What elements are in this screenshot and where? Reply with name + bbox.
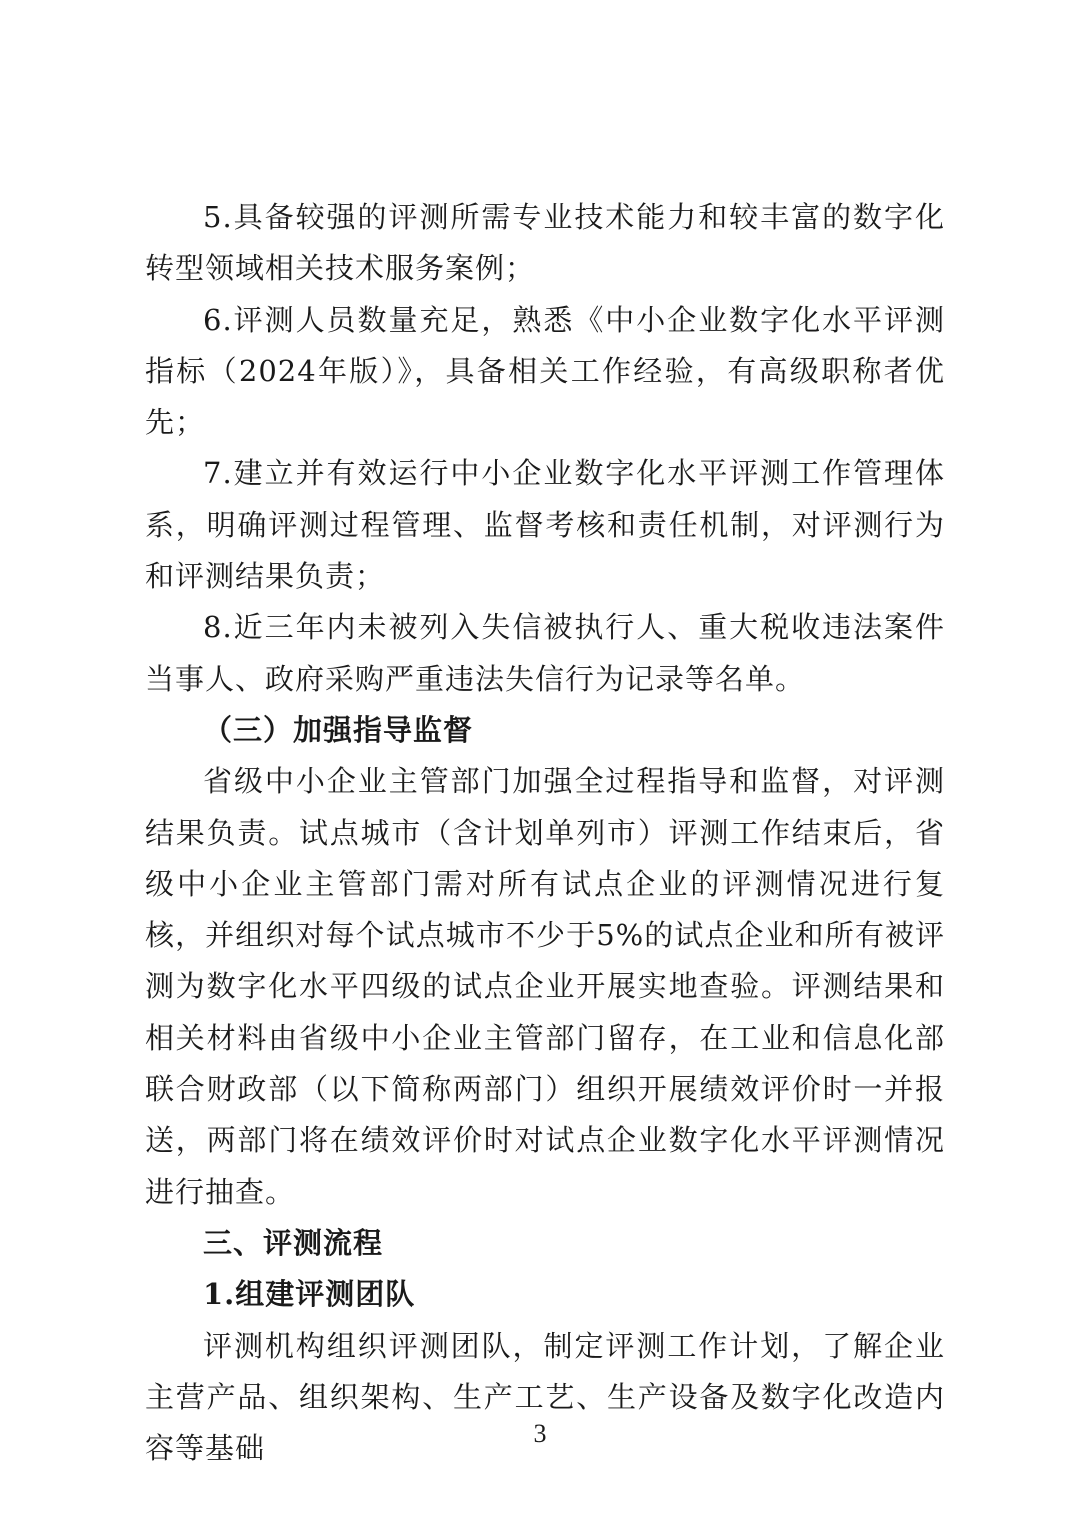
supervision-paragraph: 省级中小企业主管部门加强全过程指导和监督，对评测结果负责。试点城市（含计划单列市）评测工作结束后，省级中小企业主管部门需对所有试点企业的评测情况进行复核，并组织对每个试点城市不少于5%的试点企业和所有被评测为数字化水平四级的试点企业开展实地查验。评测结果和相关材料由省级中小企业主管部门留存，在工业和信息化部联合财政部（以下简称两部门）组织开展绩效评价时一并报送，两部门将在绩效评价时对试点企业数字化水平评测情况进行抽查。 xyxy=(145,764,945,1209)
section-heading-evaluation-process: 三、评测流程 xyxy=(203,1225,384,1260)
criterion-8: 8.近三年内未被列入失信被执行人、重大税收违法案件当事人、政府采购严重违法失信行为记录等名单。 xyxy=(145,610,945,696)
criterion-7: 7.建立并有效运行中小企业数字化水平评测工作管理体系，明确评测过程管理、监督考核和责任机制，对评测行为和评测结果负责； xyxy=(145,456,945,594)
step-heading-team: 1.组建评测团队 xyxy=(203,1277,416,1312)
criterion-5: 5.具备较强的评测所需专业技术能力和较丰富的数字化转型领域相关技术服务案例； xyxy=(145,200,945,286)
criterion-6: 6.评测人员数量充足，熟悉《中小企业数字化水平评测指标（2024年版）》，具备相关工作经验，有高级职称者优先； xyxy=(145,302,945,440)
page-number: 3 xyxy=(533,1419,547,1448)
document-body xyxy=(145,192,945,1474)
subsection-heading-supervision: （三）加强指导监督 xyxy=(203,712,474,747)
team-paragraph: 评测机构组织评测团队，制定评测工作计划，了解企业主营产品、组织架构、生产工艺、生产设备及数字化改造内容等基础 xyxy=(145,1328,945,1466)
